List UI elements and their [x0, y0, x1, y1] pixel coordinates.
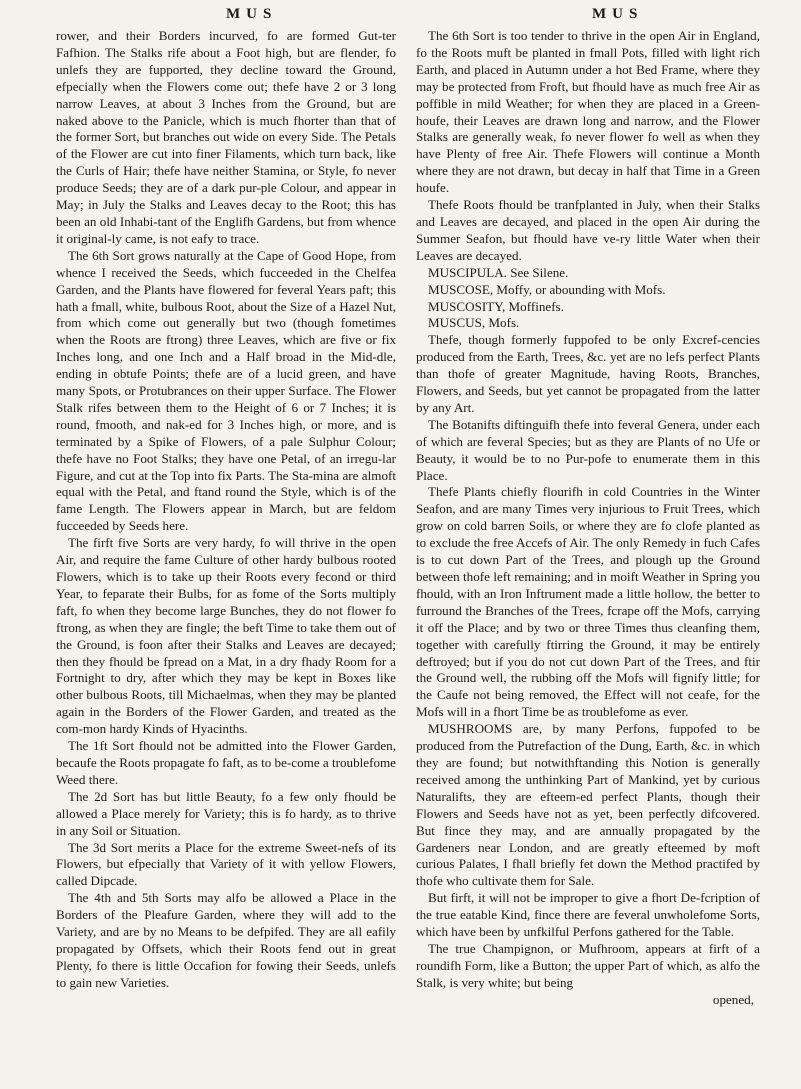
paragraph: The firft five Sorts are very hardy, fo will thrive in the open Air, and require the fame Culture of other hardy bulbous rooted Flowers, which is to take up their Roots every fecond or third Year, to feparate their Bulbs, for as fome of the Sorts multiply faft, fo when they become large Bunches, they do not flower fo ftrong, as when they are fingle; the beft Time to take them out of the Ground, is foon after their Stalks and Leaves are decayed; then they fhould be fpread on a Mat, in a dry fhady Room for a Fortnight to dry, after which they may be kept in Boxes like other bulbous Roots, till Michaelmas, when they may be planted again in the Borders of the Flower Garden, and treated as the com-mon hardy Kinds of Hyacinths. [56, 535, 396, 737]
entry-heading: MUSCOSE, Moffy, or abounding with Mofs. [428, 281, 666, 297]
running-head-right: MUS [592, 6, 644, 22]
paragraph: rower, and their Borders incurved, fo are formed Gut-ter Fafhion. The Stalks rife about a Foot high, but are flender, fo unlefs they are fupported, they decline toward the Ground, efpecially when the Flowers come out; thefe have 2 or 3 long narrow Leaves, at about 3 Inches from the Ground, but are naked above to the Panicle, which is much fhorter than that of the former Sort, but branches out wide on every Side. The Petals of the Flower are cut into finer Filaments, which turn back, like the Curls of Hair; thefe have neither Stamina, or Style, fo never produce Seeds; they are of a dark pur-ple Colour, and appear in May; in July the Stalks and Leaves decay to the Root; this has been an old Inhabi-tant of the Englifh Gardens, but from whence it original-ly came, is not eafy to trace. [56, 28, 396, 246]
paragraph: The 1ft Sort fhould not be admitted into the Flower Garden, becaufe the Roots propagate fo faft, as to be-come a troublefome Weed there. [56, 738, 396, 787]
paragraph: Thefe Plants chiefly flourifh in cold Countries in the Winter Seafon, and are many Times very injurious to Fruit Trees, which grow on cold barren Soils, or where they are fo clofe planted as to exclude the free Accefs of Air. The only Remedy in fuch Cafes is to cut down Part of the Trees, and plough up the Ground between thofe left remaining; and in moift Weather in Spring you fhould, with an Iron Inftrument made a little hollow, the better to furround the Branches of the Trees, fcrape off the Mofs, carrying it off the Place; and by two or three Times thus cleanfing them, together with carefully ftirring the Ground, it may be entirely deftroyed; but if you do not cut down Part of the Trees, and ftir the Ground well, the rubbing off the Mofs will fignify little; for the Caufe not being removed, the Effect will not ceafe, for the Mofs will in a fhort Time be as troublefome as ever. [416, 484, 760, 720]
paragraph: The 6th Sort grows naturally at the Cape of Good Hope, from whence I received the Seeds, which fucceeded in the Chelfea Garden, and the Plants have flowered for feveral Years paft; this hath a fmall, white, bulbous Root, about the Size of a Hazel Nut, from which come out generally but two (though fometimes when the Roots are ftrong) three Leaves, which are five or fix Inches long, and one Inch and a Half broad in the Mid-dle, ending in obtufe Points; thefe are of a lucid green, and have many Spots, or Protubrances on their upper Surface. The Flower Stalk rifes between them to the Height of 6 or 7 Inches; it is round, fmooth, and nak-ed for 3 Inches high, or more, and is terminated by a Spike of Flowers, of a pale Sulphur Colour; thefe have no Foot Stalks; they have one Petal, of an irregu-lar Figure, and cut at the Top into fix Parts. The Sta-mina are almoft equal with the Petal, and ftand round the Style, which is of the fame Length. The Flowers appear in March, but are feldom fucceeded by Seeds here. [56, 247, 396, 534]
entry-heading: MUSCOSITY, Moffinefs. [428, 298, 564, 314]
running-head-left: MUS [226, 6, 278, 22]
paragraph: The Botanifts diftinguifh thefe into feveral Genera, under each of which are feveral Species; but as they are Plants of no Ufe or Beauty, it would be to no Pur-pofe to enumerate them in this Place. [416, 416, 760, 483]
paragraph: The 3d Sort merits a Place for the extreme Sweet-nefs of its Flowers, but efpecially that Variety of it with yellow Flowers, called Dipcade. [56, 839, 396, 889]
right-column [416, 28, 760, 1009]
entry-heading: MUSCIPULA. See Silene. [428, 264, 569, 280]
paragraph: The true Champignon, or Mufhroom, appears at firft of a roundifh Form, like a Button; the upper Part of which, as alfo the Stalk, is very white; but being [416, 940, 760, 990]
paragraph: The 4th and 5th Sorts may alfo be allowed a Place in the Borders of the Pleafure Garden, where they will add to the Variety, and are by no Means to be defpifed. They are all eafily propagated by Offsets, which their Roots fend out in great Plenty, fo there is little Occafion for fowing their Seeds, unlefs to gain new Varieties. [56, 890, 396, 990]
paragraph: MUSHROOMS are, by many Perfons, fuppofed to be produced from the Putrefaction of the Dung, Earth, &c. in which they are found; but notwithftanding this Notion is generally received among the unthinking Part of Mankind, yet by curious Naturalifts, they are efteem-ed perfect Plants, though their Flowers and Seeds have not as yet, been perfectly difcovered. But fince they may, and are annually propagated by the Gardeners near London, and are greatly efteemed by moft curious Palates, I fhall briefly fet down the Method practifed by thofe who cultivate them for Sale. [416, 721, 760, 889]
catchword: opened, [712, 991, 754, 1007]
paragraph: Thefe, though formerly fuppofed to be only Excref-cencies produced from the Earth, Trees, &c. yet are no lefs perfect Plants than thofe of greater Magnitude, having Roots, Branches, Flowers, and Seeds, but yet cannot be propagated from the latter by any Art. [416, 332, 760, 415]
paragraph: The 6th Sort is too tender to thrive in the open Air in England, fo the Roots muft be planted in fmall Pots, filled with light rich Earth, and placed in Autumn under a hot Bed Frame, where they may be protected from Froft, but fhould have as much free Air as poffible in mild Weather; for when they are placed in a Green-houfe, their Leaves are drawn long and narrow, and the Flower Stalks are generally weak, fo never flower fo well as when they have Plenty of free Air. Thefe Flowers will continue a Month where they are not drawn, but decay in half that Time in a Green houfe. [416, 28, 760, 196]
entry-heading: MUSCUS, Mofs. [428, 315, 520, 331]
left-column [56, 28, 396, 992]
paragraph: Thefe Roots fhould be tranfplanted in July, when their Stalks and Leaves are decayed, and placed in the open Air during the Summer Seafon, but fhould have ve-ry little Water when their Leaves are decayed. [416, 197, 760, 263]
paragraph: But firft, it will not be improper to give a fhort De-fcription of the true eatable Kind, fince there are feveral unwholefome Sorts, which have been by unfkilful Perfons gathered for the Table. [416, 890, 760, 940]
paragraph: The 2d Sort has but little Beauty, fo a few only fhould be allowed a Place merely for Variety; this is fo hardy, as to thrive in any Soil or Situation. [56, 788, 396, 838]
